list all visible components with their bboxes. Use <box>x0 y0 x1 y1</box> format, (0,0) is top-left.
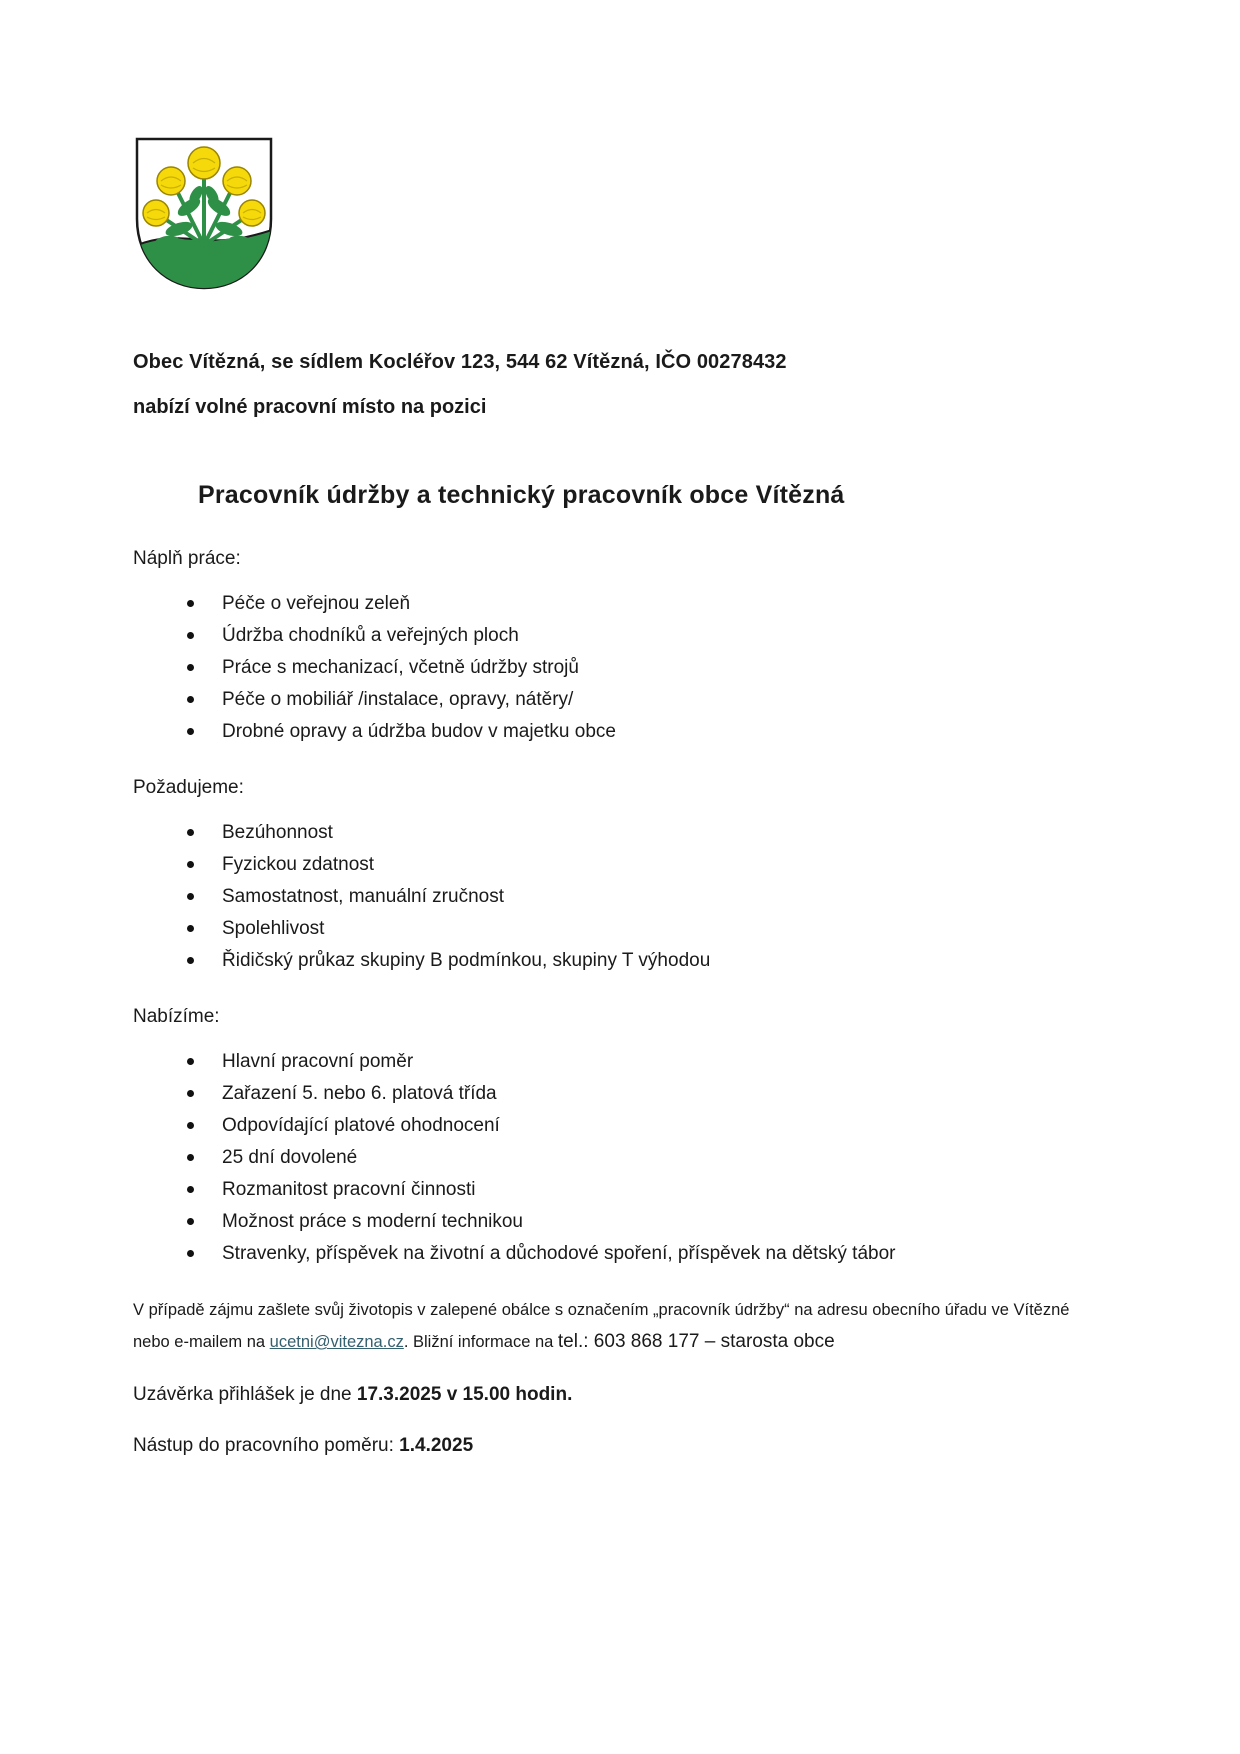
application-deadline-line <box>133 1384 1107 1406</box>
coat-of-arms-icon <box>133 135 275 293</box>
org-address-line: Obec Vítězná, se sídlem Kocléřov 123, 544 62 Vítězná, IČO 00278432 <box>133 351 787 373</box>
list-item: Odpovídající platové ohodnocení <box>133 1112 1107 1139</box>
list-item: 25 dní dovolené <box>133 1144 1107 1171</box>
deadline-prefix: Uzávěrka přihlášek je dne <box>133 1384 357 1405</box>
list-item: Možnost práce s moderní technikou <box>133 1208 1107 1235</box>
start-date-line <box>133 1435 1107 1457</box>
section-heading-we-offer: Nabízíme: <box>133 1006 220 1027</box>
list-item: Spolehlivost <box>133 915 1107 942</box>
contact-phone-text: tel.: 603 868 177 – starosta obce <box>557 1331 835 1352</box>
list-item: Samostatnost, manuální zručnost <box>133 883 1107 910</box>
contact-text-before-link: V případě zájmu zašlete svůj životopis v zalepené obálce s označením „pracovník údržby“ na adresu obecního úřadu ve Vítězné nebo e-mailem na <box>133 1301 1070 1351</box>
start-prefix: Nástup do pracovního poměru: <box>133 1435 400 1456</box>
deadline-date: 17.3.2025 v 15.00 hodin. <box>356 1384 573 1405</box>
job-duties-list <box>133 590 1107 745</box>
list-item: Zařazení 5. nebo 6. platová třída <box>133 1080 1107 1107</box>
list-item: Drobné opravy a údržba budov v majetku obce <box>133 718 1107 745</box>
list-item: Údržba chodníků a veřejných ploch <box>133 622 1107 649</box>
list-item: Péče o mobiliář /instalace, opravy, nátěry/ <box>133 686 1107 713</box>
contact-text-after-link: . Bližní informace na <box>403 1333 558 1351</box>
offer-intro-line: nabízí volné pracovní místo na pozici <box>133 396 487 418</box>
email-link[interactable]: ucetni@vitezna.cz <box>269 1333 404 1351</box>
start-date: 1.4.2025 <box>399 1435 474 1456</box>
list-item: Rozmanitost pracovní činnosti <box>133 1176 1107 1203</box>
list-item: Bezúhonnost <box>133 819 1107 846</box>
section-heading-requirements: Požadujeme: <box>133 777 244 798</box>
list-item: Péče o veřejnou zeleň <box>133 590 1107 617</box>
list-item: Hlavní pracovní poměr <box>133 1048 1107 1075</box>
job-title: Pracovník údržby a technický pracovník obce Vítězná <box>198 481 845 509</box>
application-instructions <box>133 1295 1107 1358</box>
section-heading-job-duties: Náplň práce: <box>133 548 241 569</box>
list-item: Stravenky, příspěvek na životní a důchodové spoření, příspěvek na dětský tábor <box>133 1240 1107 1267</box>
municipal-coat-of-arms <box>133 135 275 293</box>
list-item: Řidičský průkaz skupiny B podmínkou, skupiny T výhodou <box>133 947 1107 974</box>
list-item: Práce s mechanizací, včetně údržby strojů <box>133 654 1107 681</box>
we-offer-list <box>133 1048 1107 1267</box>
requirements-list <box>133 819 1107 974</box>
list-item: Fyzickou zdatnost <box>133 851 1107 878</box>
